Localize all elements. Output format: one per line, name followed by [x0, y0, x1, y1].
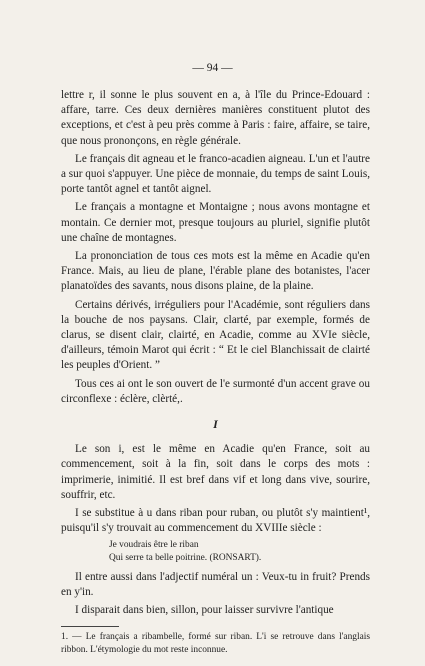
paragraph-2: Le français dit agneau et le franco-acadien aigneau. L'un et l'autre a sur quoi s'appuyer. Une pièce de monnaie, du temps de saint Louis, porte tantôt agnel et tantôt aignel.	[61, 152, 370, 196]
footnote-rule	[61, 626, 119, 627]
paragraph-5: Certains dérivés, irréguliers pour l'Académie, sont réguliers dans la bouche de nos paysans. Clair, clarté, par exemple, formés de clarus, se disent clair, clairté, en Acadie, comme au XVIe siècle, d'ailleurs, témoin Marot qui écrit : “ Et le ciel Blanchissait de clairté les peuples d'Orient. ”	[61, 298, 370, 372]
paragraph-4: La prononciation de tous ces mots est la même en Acadie qu'en France. Mais, au lieu de plane, l'érable plane des botanistes, l'acer planatoïdes des savants, nous disons plaine, de la plaine.	[61, 250, 370, 293]
page-body	[61, 88, 370, 656]
paragraph-6: Tous ces ai ont le son ouvert de l'e surmonté d'un accent grave ou circonflexe : éclère, clèrté,.	[61, 377, 370, 405]
quote-line-2: Qui serre ta belle poitrine. (RONSART).	[109, 553, 262, 564]
paragraph-3: Le français a montagne et Montaigne ; nous avons montagne et montain. Ce dernier mot, presque toujours au pluriel, signifie plutôt une chaîne de montagnes.	[61, 201, 370, 244]
paragraph-7: Le son i, est le même en Acadie qu'en France, soit au commencement, soit à la fin, soit dans le corps des mots : imprimerie, inimitié. Il est bref dans vif et long dans vive, sourire, souffrir, etc.	[61, 443, 370, 501]
verse-quote	[109, 539, 370, 564]
paragraph-1: lettre r, il sonne le plus souvent en a, à l'île du Prince-Edouard : affare, tarre. Ces deux dernières manières constituent plutot des exceptions, et c'est à peu près comme à Paris : faire, affaire, se taire, que nous prononçons, en règle générale.	[61, 89, 370, 147]
footnote: 1. — Le français a ribambelle, formé sur riban. L'i se retrouve dans l'anglais ribbon. L'étymologie du mot reste inconnue.	[61, 632, 370, 655]
paragraph-8: I se substitue à u dans riban pour ruban, ou plutôt s'y maintient¹, puisqu'il s'y trouvait au commencement du XVIIIe siècle :	[61, 507, 370, 535]
section-heading: I	[213, 417, 218, 432]
paragraph-9: Il entre aussi dans l'adjectif numéral un : Veux-tu in fruit? Prends en y'in.	[61, 570, 370, 598]
quote-line-1: Je voudrais être le riban	[109, 540, 199, 551]
paragraph-10: I disparait dans bien, sillon, pour laisser survivre l'antique	[75, 604, 334, 617]
page-number: — 94 —	[192, 62, 233, 74]
